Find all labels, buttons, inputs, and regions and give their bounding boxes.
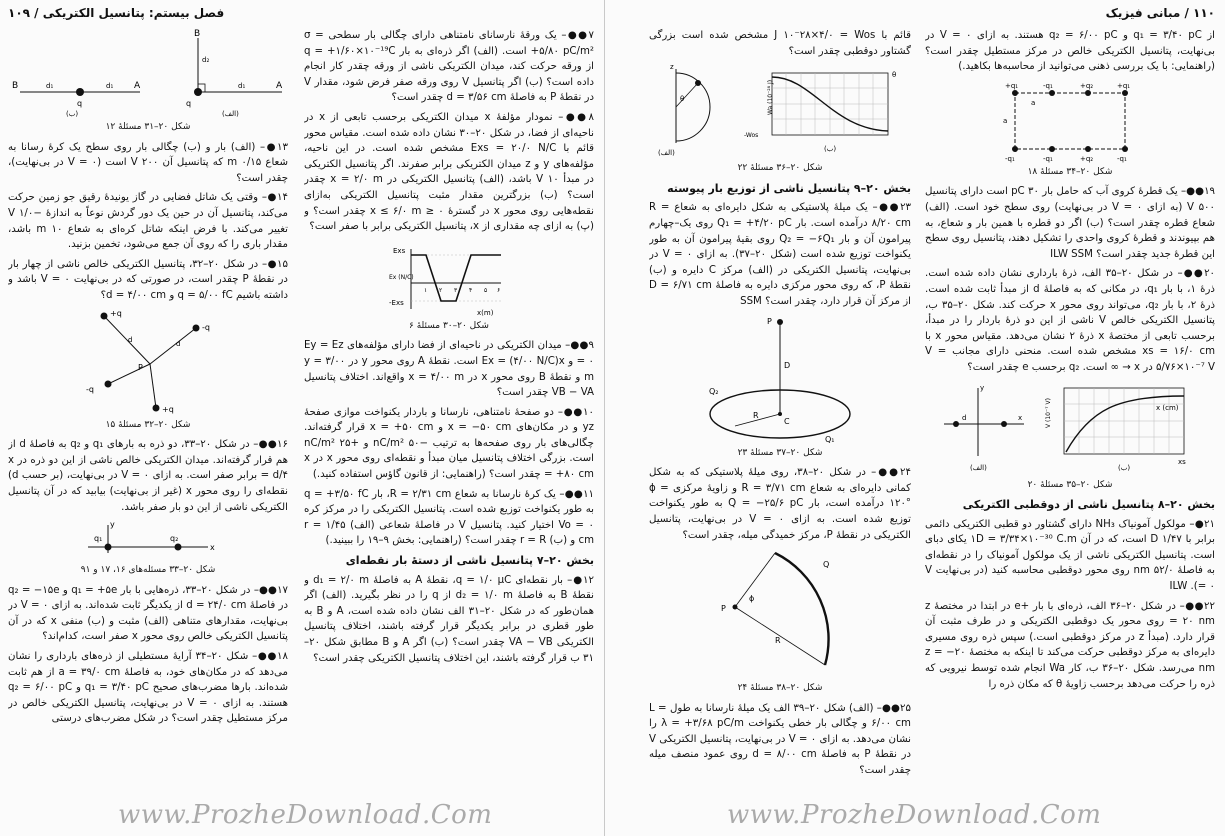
label-x: x	[210, 543, 215, 553]
label-y: y	[110, 520, 115, 530]
problem-25: ۲۵●●– (الف) شکل ۲۰–۳۹ الف یک میلهٔ نارسانا به طول L = ۶/۰۰ cm و چگالی بار خطی یکنواخت λ = +۳/۶۸ pC/m را نشان می‌دهد. به ازای V = ۰ در بی‌نهایت، پتانسیل الکتریکی V در نقطهٔ P به فاصلهٔ d = ۸/۰۰ cm روی عمود منصف میله چقدر است؟	[649, 702, 911, 777]
charge-label: +q₁	[1117, 81, 1131, 90]
section-title: بخش ۲۰–۷ پتانسیل ناشی از دستهٔ بار نقطه‌ای	[345, 554, 594, 568]
label-wos-neg: -Wos	[744, 132, 759, 140]
problem-7: ۷●●– یک ورقهٔ نارسانای نامتناهی دارای چگالی بار سطحی σ = +۵/۸۰ pC/m² است. (الف) اگر ذره‌ای به بار q = +۱/۶۰×۱۰⁻¹⁹C از ورقه حرکت کند، میدان الکتریکی ناشی از ورقه چقدر کار انجام داده است؟ (ب) اگر پتانسیل V روی ورقه صفر فرض شود، مقدار V در نقطهٔ P به فاصلهٔ d = ۳/۵۶ cm چقدر است؟	[304, 30, 594, 104]
label-B: B	[12, 81, 19, 91]
label-a: (الف)	[658, 149, 675, 158]
x-axis-label: x (cm)	[1156, 403, 1179, 412]
label-q1: q₁	[94, 534, 103, 544]
charge-label: -q₁	[1043, 154, 1053, 163]
label-z: z	[670, 63, 674, 72]
problem-19: ۱۹●●– یک قطرهٔ کروی آب که حامل بار ۳۰ pC است دارای پتانسیل ۵۰۰ V (به ازای V = ۰ در بی‌نهایت) روی سطح خود است. (الف) شعاع قطره چقدر است؟ (ب) اگر دو قطره با همین بار و شعاع، به هم بپیوندند و قطرهٔ کروی واحدی را تشکیل دهند، پتانسیل روی سطح این قطرهٔ جدید چقدر است؟ ILW SSM	[925, 186, 1215, 260]
problem-16: ۱۶●●– در شکل ۲۰–۳۳، دو ذره به بارهای q₁ و q₂ به فاصلهٔ d از هم قرار گرفته‌اند. میدان الکتریکی خالص ناشی از این دو ذره در x = d/۴ برابر صفر است. به ازای V = ۰ در بی‌نهایت، (بر حسب d) نقطه‌ای را روی محور x (غیر از بی‌نهایت) بیابید که در آن پتانسیل الکتریکی ناشی از این دو بار صفر باشد.	[8, 439, 288, 513]
label-d: d	[176, 339, 181, 348]
x-axis-label: x(m)	[477, 308, 494, 317]
tick-label: ۱	[424, 286, 428, 294]
label-C: C	[784, 416, 790, 426]
figure-20-35	[925, 380, 1215, 476]
y-axis-label: V (10⁻⁷ V)	[1045, 397, 1052, 428]
figure-20-37	[649, 314, 911, 444]
tick-label: ۲	[439, 286, 443, 294]
problem-13: ۱۳●– (الف) بار و (ب) چگالی بار روی سطح یک کرهٔ رسانا به شعاع ۰/۱۵ m که پتانسیل آن ۲۰۰ V است (V = ۰ در بی‌نهایت)، چقدر است؟	[8, 141, 288, 184]
label-D: D	[784, 360, 791, 370]
problem-14: ۱۴●– وقتی یک شاتل فضایی در گاز یونیدهٔ رقیق جو زمین حرکت می‌کند، پتانسیل آن در حین یک دور گردش نوعاً به اندازهٔ −۱/۰ V تغییر می‌کند. با فرض اینکه شاتل کره‌ای به شعاع ۱۰ m باشد، مقدار باری را که روی آن جمع می‌شود، تخمین بزنید.	[8, 192, 288, 251]
label-q2: q₂	[170, 534, 179, 544]
label-d1: d₁	[238, 82, 246, 90]
problem-10: ۱۰●●– دو صفحهٔ نامتناهی، نارسانا و باردار یکنواخت موازی صفحهٔ yz و در مکان‌های x = −۵۰ cm و x = +۵۰ cm قرار گرفته‌اند. چگالی‌های بار روی صفحه‌ها به ترتیب −۵۰ nC/m² و +۲۵ nC/m² است. بزرگی اختلاف پتانسیل میان مبدأ و نقطه‌ای روی محور x در x = +۸۰ cm چقدر است؟ (راهنمایی: از قانون گاؤس استفاده کنید.)	[304, 406, 594, 481]
problem-12: ۱۲●– بار نقطه‌ای q = ۱/۰ μC، نقطهٔ A به فاصلهٔ d₁ = ۲/۰ m و نقطهٔ B به فاصلهٔ d₂ = ۱/۰ m از q را در نظر بگیرید. (الف) اگر همان‌طور که در شکل ۲۰–۳۱ الف نشان داده شده است، A و B به طور قطری در برابر یکدیگر قرار گرفته باشند، اختلاف پتانسیل الکتریکی VA − VB چقدر است؟ (ب) اگر A و B مطابق شکل ۲۰–۳۱ ب قرار گرفته باشند، این اختلاف پتانسیل الکتریکی چقدر است؟	[304, 574, 594, 664]
problem-21: ۲۱●– مولکول آمونیاک NH₃ دارای گشتاور دو قطبی الکتریکی دائمی برابر با ۱/۴۷ D است، که در آن ۱D = ۳/۳۴×۱۰⁻³⁰ C.m یکای دبای است. پتانسیل الکتریکی ناشی از یک مولکول آمونیاک را در نقطه‌ای به فاصلهٔ ۵۲/۰ nm روی محور دوقطبی محاسبه کنید (در بی‌نهایت V = ۰). ILW	[925, 518, 1215, 593]
figure-caption: شکل ۲۰–۳۷ مسئلهٔ ۲۳	[737, 447, 823, 458]
watermark: www.ProzheDownload.Com	[727, 800, 1102, 830]
label-charge: -q	[86, 384, 94, 394]
left-page	[0, 0, 605, 836]
label-P: P	[767, 316, 772, 326]
label-charge: +q	[110, 308, 122, 318]
section-title: بخش ۲۰–۹ پتانسیل ناشی از توزیع بار پیوسته	[667, 181, 911, 195]
tick-label: ۶	[497, 286, 501, 294]
label-a: (ب)	[66, 110, 79, 118]
figure-20-34	[925, 79, 1215, 163]
label-Q1: Q₁	[825, 434, 835, 444]
charge-label: -q₁	[1117, 154, 1127, 163]
label-a: (الف)	[970, 463, 987, 472]
left-page-left-column	[8, 26, 288, 832]
label-P: P	[138, 362, 143, 372]
right-page	[605, 0, 1225, 836]
xs-label: xs	[1178, 457, 1186, 466]
charge-label: +q₁	[1005, 81, 1019, 90]
label-theta: θ	[892, 71, 897, 80]
figure-20-30	[304, 239, 594, 317]
label-d: d	[962, 413, 967, 422]
label-d1: d₁	[46, 82, 54, 90]
problem-22: ۲۲●●– در شکل ۲۰–۳۶ الف، ذره‌ای با بار +e در ابتدا در مختصهٔ z = ۲۰ nm روی محور یک دوقطبی الکتریکی و در طرف مثبت آن قرار دارد. (مبدأ z در مرکز دوقطبی است.) سپس ذره روی مسیری دایره‌ای به مرکز دوقطبی حرکت می‌کند تا اینکه به مختصهٔ z = −۲۰ nm می‌رسد. شکل ۲۰–۳۶ ب، کار Wa انجام شده توسط نیرویی که ذره را حرکت می‌دهد برحسب زاویهٔ θ که مکان ذره را	[925, 600, 1215, 690]
label-y: y	[980, 383, 985, 392]
figure-caption: شکل ۲۰–۳۸ مسئلهٔ ۲۴	[737, 683, 823, 694]
figure-20-38	[649, 547, 911, 679]
y-axis-label: Ex (N/C)	[389, 273, 414, 281]
figure-caption: شکل ۲۰–۳۴ مسئلهٔ ۱۸	[1027, 166, 1113, 177]
right-page-left-column	[649, 28, 911, 832]
page-header: فصل بیستم: پتانسیل الکتریکی / ۱۰۹	[8, 6, 225, 20]
label-charge: -q	[202, 322, 210, 332]
label-d2: d₂	[202, 56, 210, 64]
label-q: q	[186, 99, 192, 108]
label-charge: +q	[162, 404, 174, 414]
charge-label: +q₂	[1080, 81, 1094, 90]
charge-label: +q₂	[1080, 154, 1094, 163]
watermark: www.ProzheDownload.Com	[118, 800, 493, 830]
figure-caption: شکل ۲۰–۳۰ مسئلهٔ ۶	[409, 320, 489, 331]
figure-caption: شکل ۲۰–۳۵ مسئلهٔ ۲۰	[1027, 479, 1113, 490]
label-b: (الف)	[222, 110, 239, 118]
label-A: A	[276, 81, 283, 91]
problem-24: ۲۴●●– در شکل ۲۰–۳۸، روی میلهٔ پلاستیکی که به شکل کمانی دایره‌ای به شعاع R = ۳/۷۱ cm و زاویهٔ مرکزی ϕ = ۱۲۰° درآمده است، بار Q = −۲۵/۶ pC به طور یکنواخت توزیع شده است. به ازای V = ۰ در بی‌نهایت، پتانسیل الکتریکی در نقطهٔ P، مرکز خمیدگی میله، چقدر است؟	[649, 467, 911, 541]
problem-15: ۱۵●– در شکل ۲۰–۳۲، پتانسیل الکتریکی خالص ناشی از چهار بار در نقطهٔ P چقدر است، در صورتی که در بی‌نهایت V = ۰ باشد و داشته باشیم q = ۵/۰۰ fC و d = ۴/۰۰ cm؟	[8, 258, 288, 301]
figure-20-36	[649, 63, 911, 159]
label-theta: θ	[680, 95, 685, 104]
label-d: d	[128, 335, 133, 344]
label-Q: Q	[823, 560, 830, 570]
figure-caption: شکل ۲۰–۳۳ مسئله‌های ۱۶، ۱۷ و ۹۱	[80, 565, 216, 576]
label-P: P	[721, 604, 726, 614]
charge-label: -q₁	[1043, 81, 1053, 90]
problem-11: ۱۱●●– یک کرهٔ نارسانا به شعاع R = ۲/۳۱ cm، بار q = +۳/۵۰ fC به طور یکنواخت توزیع شده است. پتانسیل الکتریکی را در مرکز کره Vo = ۰ اختیار کنید. پتانسیل V در فاصلهٔ شعاعی (الف) r = ۱/۴۵ cm و (ب) r = R چقدر است؟ (راهنمایی: بخش ۹–۱۹ را ببینید.)	[304, 488, 594, 547]
figure-caption: شکل ۲۰–۳۶ مسئلهٔ ۲۲	[737, 163, 823, 174]
label-x: x	[1018, 413, 1023, 422]
label-phi: ϕ	[749, 594, 755, 604]
left-page-right-column	[304, 28, 594, 832]
label-A: A	[134, 81, 141, 91]
problem-18: ۱۸●●– شکل ۲۰–۳۴ آرایهٔ مستطیلی از ذره‌های بارداری را نشان می‌دهد که در مکان‌های خود، به فاصلهٔ a = ۳۹/۰ cm از هم ثابت شده‌اند. بارها مضرب‌های صحیح q₁ = ۳/۴۰ pC و q₂ = ۶/۰۰ pC هستند. به ازای V = ۰ در بی‌نهایت، پتانسیل الکتریکی خالص در مرکز مستطیل چقدر است؟ در شکل مضرب‌های درستی	[8, 651, 288, 725]
label-b: (ب)	[824, 145, 837, 154]
charge-label: -q₁	[1005, 154, 1015, 163]
problem-20: ۲۰●●– در شکل ۲۰–۳۵ الف، ذرهٔ بارداری نشان داده شده است. ذرهٔ ۱، با بار q₁، در مکانی که به فاصلهٔ d از مبدأ ثابت شده است. ذرهٔ ۲، با بار q₂، می‌تواند روی محور x حرکت کند. شکل ۲۰–۳۵ ب، پتانسیل الکتریکی خالص V ناشی از این دو ذرهٔ باردار را در مبدأ، برحسب تابعی از مختصهٔ x ذرهٔ ۲ نشان می‌دهد. مقیاس محور x با xs = ۱۶/۰ cm مشخص شده است. منحنی دارای مجانب V = ۵/۷۶×۱۰⁻⁷ V در x → ∞ است. q₂ برحسب e چقدر است؟	[925, 268, 1215, 373]
axis-label-neg-exs: -Exs	[389, 298, 404, 307]
problem-22-cont: قائم با J ۱۰⁻۲۸×۴/۰ = Wos مشخص شده است بزرگی گشتاور دوقطبی چقدر است؟	[649, 30, 911, 57]
problem-17: ۱۷●●– در شکل ۲۰–۳۳، ذره‌هایی با بار q₁ = +۵e و q₂ = −۱۵e در فاصلهٔ d = ۲۴/۰ cm از یکدیگر ثابت شده‌اند. به ازای V = ۰ در بی‌نهایت، مقدارهای متناهی (الف) مثبت و (ب) منفی x که در آن پتانسیل الکتریکی خالص روی محور x صفر است، کدام‌اند؟	[8, 584, 288, 643]
figure-20-31	[8, 28, 288, 118]
label-R: R	[753, 410, 759, 420]
problem-23: ۲۳●●– یک میلهٔ پلاستیکی به شکل دایره‌ای به شعاع R = ۸/۲۰ cm درآمده است. بار Q₁ = +۴/۲۰ pC روی یک‌–چهارم پیرامون آن و بار Q₂ = −۶Q₁ روی بقیهٔ پیرامون آن به طور یکنواخت توزیع شده است (شکل ۲۰–۳۷). به ازای V = ۰ در بی‌نهایت، پتانسیل الکتریکی در (الف) مرکز C دایره و (ب) نقطهٔ P، که روی محور مرکزی دایره به فاصلهٔ D = ۶/۷۱ cm از مرکز آن قرار دارد، چقدر است؟ SSM	[649, 202, 911, 307]
figure-caption: شکل ۲۰–۳۲ مسئلهٔ ۱۵	[105, 419, 191, 430]
label-B: B	[194, 29, 201, 39]
tick-label: ۴	[469, 286, 473, 294]
spacing-label: a	[1003, 116, 1008, 125]
figure-20-32	[8, 308, 288, 416]
section-title: بخش ۲۰–۸ پتانسیل ناشی از دوقطبی الکتریکی	[962, 498, 1215, 512]
label-R: R	[775, 636, 781, 646]
problem-9: ۹●●– میدان الکتریکی در ناحیه‌ای از فضا دارای مؤلفه‌های Ey = Ez = ۰ و Ex = (۴/۰۰ N/C)x است. نقطهٔ A روی محور y در y = ۳/۰۰ m و نقطهٔ B روی محور x در x = ۴/۰۰ m واقع‌اند. اختلاف پتانسیل VB − VA چقدر است؟	[304, 340, 594, 399]
label-q: q	[77, 99, 83, 108]
problem-8: ۸●●– نمودار مؤلفهٔ x میدان الکتریکی برحسب تابعی از x در ناحیه‌ای از فضا، در شکل ۲۰–۳۰ نشان داده شده است. مقیاس محور قائم با Exs = ۲۰/۰ N/C مشخص شده است. در این ناحیه، مؤلفه‌های y و z میدان الکتریکی برابر صفرند. اگر پتانسیل الکتریکی در مبدأ ۱۰ V باشد، (الف) پتانسیل الکتریکی در x = ۲/۰ m چقدر است؟ (ب) بزرگترین مقدار مثبت پتانسیل الکتریکی به‌ازای نقطه‌هایی روی محور x در گسترهٔ ۰ ≤ x ≤ ۶/۰ m چقدر است؟ و (پ) به ازای چه مقداری از x، پتانسیل الکتریکی برابر با صفر است؟	[304, 111, 594, 233]
problem-18-cont: از q₁ = ۳/۴۰ pC و q₂ = ۶/۰۰ pC هستند. به ازای V = ۰ در بی‌نهایت، پتانسیل الکتریکی خالص در مرکز مستطیل چقدر است؟ (راهنمایی: با یک بررسی ذهنی می‌توانید از محاسبه‌ها بکاهید.)	[925, 30, 1215, 73]
label-Q2: Q₂	[709, 386, 719, 396]
label-b: (ب)	[1118, 463, 1131, 472]
label-d1: d₁	[106, 82, 114, 90]
page-header: ۱۱۰ / مبانی فیزیک	[1105, 6, 1215, 20]
axis-label-exs: Exs	[393, 246, 406, 255]
tick-label: ۳	[454, 286, 458, 294]
figure-caption: شکل ۲۰–۳۱ مسئلهٔ ۱۲	[105, 122, 191, 132]
right-page-right-column	[925, 28, 1215, 832]
spacing-label: a	[1031, 98, 1036, 107]
y-axis-label: Wa (10⁻²⁸ J)	[767, 80, 774, 116]
tick-label: ۵	[484, 286, 488, 294]
figure-20-33	[8, 519, 288, 561]
